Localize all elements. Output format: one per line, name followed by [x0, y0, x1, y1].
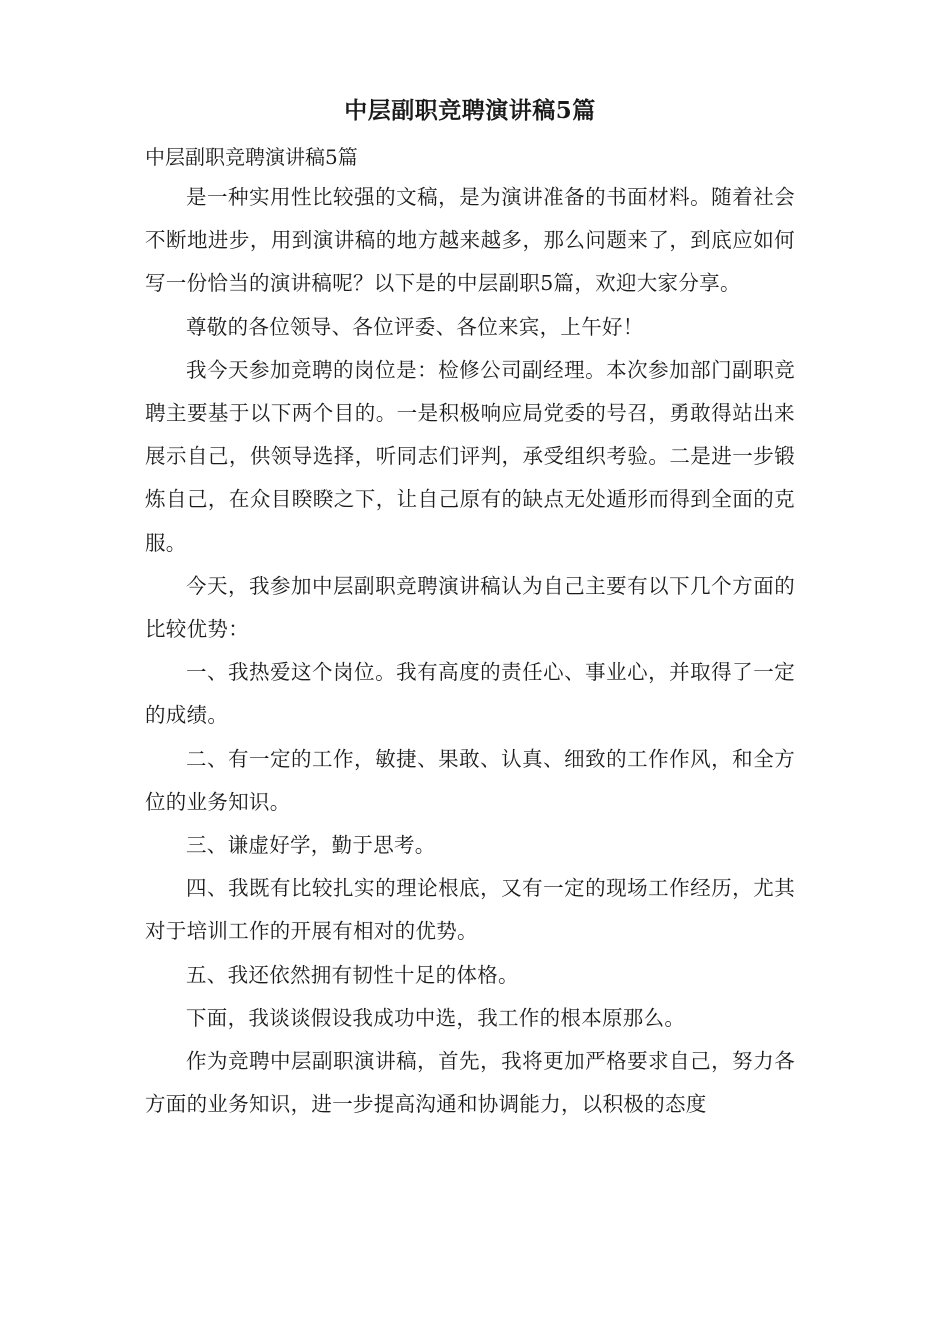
paragraph-first-principle: 作为竞聘中层副职演讲稿，首先，我将更加严格要求自己，努力各方面的业务知识，进一步提高沟通和协调能力，以积极的态度: [145, 1049, 795, 1117]
paragraph-advantage-1: 一、我热爱这个岗位。我有高度的责任心、事业心，并取得了一定的成绩。: [145, 660, 795, 728]
paragraph-advantage-4: 四、我既有比较扎实的理论根底，又有一定的现场工作经历，尤其对于培训工作的开展有相对的优势。: [145, 876, 795, 944]
paragraph-advantage-3: 三、谦虚好学，勤于思考。: [186, 833, 436, 858]
document-title: 中层副职竞聘演讲稿5篇: [344, 97, 596, 124]
document-page: [145, 92, 795, 1126]
paragraph-advantages-intro: 今天，我参加中层副职竞聘演讲稿认为自己主要有以下几个方面的比较优势：: [145, 573, 795, 642]
paragraph-greeting: 尊敬的各位领导、各位评委、各位来宾，上午好！: [186, 314, 644, 339]
paragraph-position: 我今天参加竞聘的岗位是：检修公司副经理。本次参加部门副职竞聘主要基于以下两个目的。一是积极响应局党委的号召，勇敢得站出来展示自己，供领导选择，听同志们评判，承受组织考验。二是进一步锻炼自己，在众目睽睽之下，让自己原有的缺点无处遁形而得到全面的克服。: [145, 357, 795, 555]
paragraph-principles-intro: 下面，我谈谈假设我成功中选，我工作的根本原那么。: [186, 1005, 686, 1030]
paragraph-advantage-5: 五、我还依然拥有韧性十足的体格。: [186, 962, 519, 987]
paragraph-intro: 是一种实用性比较强的文稿，是为演讲准备的书面材料。随着社会不断地进步，用到演讲稿的地方越来越多，那么问题来了，到底应如何写一份恰当的演讲稿呢？以下是的中层副职5篇，欢迎大家分享。: [145, 185, 795, 296]
document-subtitle: 中层副职竞聘演讲稿5篇: [145, 145, 358, 169]
paragraph-advantage-2: 二、有一定的工作，敏捷、果敢、认真、细致的工作作风，和全方位的业务知识。: [145, 746, 795, 814]
